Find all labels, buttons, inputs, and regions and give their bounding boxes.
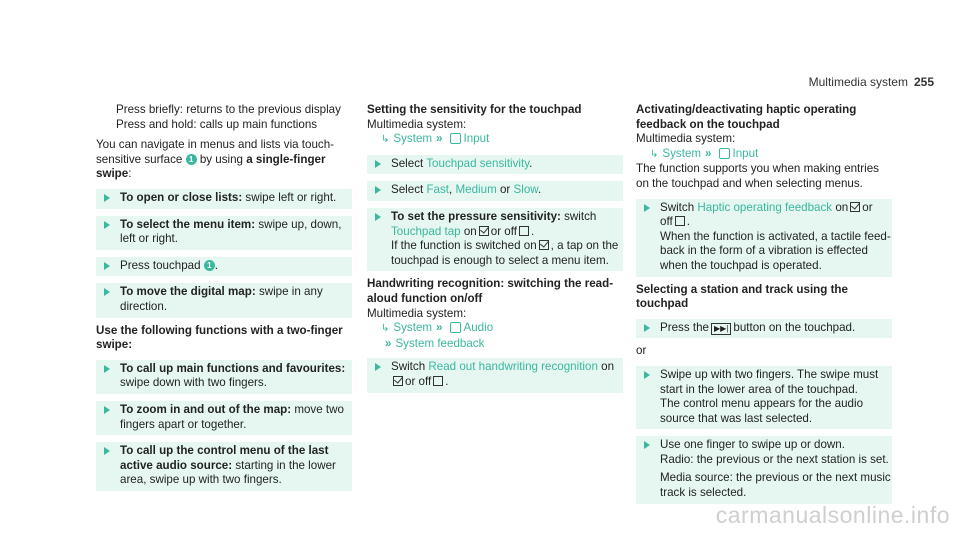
audio-icon (450, 322, 461, 333)
step-note-2: , a tap on the touchpad is enough to select a menu item. (391, 239, 619, 267)
step-zoom-map (96, 401, 352, 435)
step-arrow-icon (104, 262, 110, 270)
read-out-link: Read out handwriting recognition (428, 360, 598, 374)
option-medium: Medium (455, 183, 497, 197)
step-arrow-icon (375, 363, 381, 371)
step-one-finger-swipe (636, 436, 892, 503)
step-main-functions (96, 360, 352, 394)
checkbox-empty-icon (433, 376, 443, 386)
step-bold: To set the pressure sensitivity: (391, 209, 561, 223)
step-select-menu-item (96, 216, 352, 250)
step-text: Swipe up with two fingers. The swipe must start in the lower area of the touchpad. (660, 367, 879, 396)
step-note: When the function is activated, a tactile feed-back in the form of a vibration is effected when the touchpad is operated. (660, 229, 891, 272)
step-open-close-lists (96, 189, 352, 209)
path-arrow-icon: ↳ (381, 323, 390, 335)
checkbox-checked-icon (393, 376, 403, 386)
step-bold: To select the menu item: (120, 217, 256, 231)
or-text: or (636, 344, 647, 358)
touchpad-tap-link: Touchpad tap (391, 224, 461, 238)
or-off-text: or off (405, 374, 432, 388)
ms-label-2: Multimedia system: (367, 306, 467, 320)
path-arrow-icon: ↳ (650, 148, 659, 160)
double-chevron-icon: » (436, 132, 443, 146)
step-end: . (445, 374, 449, 388)
menu-path-2 (367, 321, 623, 337)
path-arrow-icon: ↳ (381, 134, 390, 146)
step-text: Switch (660, 200, 695, 214)
comma: , (449, 183, 453, 197)
step-text: Use one finger to swipe up or down. (660, 438, 845, 452)
step-arrow-icon (104, 406, 110, 414)
intro-text-b: by using (199, 152, 244, 166)
double-chevron-icon: » (436, 321, 443, 335)
step-press-touchpad (96, 257, 352, 277)
skip-forward-icon: ▶▶| (711, 323, 731, 335)
path-system-feedback: System feedback (395, 336, 485, 350)
path-audio: Audio (463, 321, 494, 335)
path-input: Input (732, 146, 759, 160)
ms-label: Multimedia system: (636, 132, 736, 146)
haptic-heading: Activating/deactivating haptic operating feedback on the touchpad (636, 103, 857, 131)
path-system: System (393, 321, 433, 335)
step-control-menu (96, 442, 352, 491)
step-end: . (530, 224, 535, 238)
step-arrow-icon (644, 204, 650, 212)
touchpad-icon (450, 133, 461, 144)
press-hold-text: Press and hold: calls up main functions (116, 117, 318, 131)
sensitivity-heading: Setting the sensitivity for the touchpad (367, 103, 582, 116)
intro-text: You can navigate in menus and lists via touch-sensitive surface (96, 138, 335, 166)
step-text: starting in the lower area, swipe up with two fingers. (120, 458, 336, 487)
step-text: switch (564, 209, 597, 223)
header-title: Multimedia system (808, 75, 908, 89)
step-arrow-icon (104, 221, 110, 229)
menu-path-3 (367, 337, 623, 352)
step-two-finger-swipe (636, 366, 892, 429)
off-text: off (660, 215, 673, 229)
haptic-feedback-link: Haptic operating feedback (697, 200, 833, 214)
on-text: on (601, 360, 615, 374)
step-haptic-switch (636, 199, 892, 277)
on-text: on (835, 200, 849, 214)
step-text: Switch (391, 360, 426, 374)
touchpad-sensitivity-link: Touchpad sensitivity (426, 156, 530, 170)
step-arrow-icon (375, 186, 381, 194)
step-note-radio: Radio: the previous or the next station is set. (660, 452, 889, 466)
step-pressure-sensitivity (367, 208, 623, 271)
step-select-sensitivity (367, 155, 623, 175)
step-arrow-icon (644, 441, 650, 449)
step-end: . (538, 183, 542, 197)
page-number: 255 (913, 75, 934, 89)
step-text: Press touchpad (120, 258, 201, 272)
station-track-heading: Selecting a station and track using the touchpad (636, 282, 848, 311)
checkbox-checked-icon (479, 226, 489, 236)
intro-end: : (128, 167, 132, 181)
haptic-description: The function supports you when making entries on the touchpad and when selecting menus. (636, 162, 879, 190)
path-input: Input (463, 132, 490, 146)
or-off-text: or off (490, 224, 517, 238)
watermark: carmanualsonline.info (715, 502, 950, 528)
on-text: on (463, 224, 477, 238)
or-text: or (499, 183, 511, 197)
step-bold: To call up the control menu of the last active audio source: (120, 444, 329, 472)
step-note: If the function is switched on (391, 239, 537, 253)
step-read-out (367, 358, 623, 392)
double-chevron-icon: » (705, 146, 712, 160)
step-press-skip (636, 319, 892, 339)
step-select-speed (367, 181, 623, 201)
step-note-media: Media source: the previous or the next music track is selected. (660, 471, 891, 500)
double-chevron-icon: » (385, 336, 392, 350)
option-fast: Fast (426, 183, 450, 197)
step-arrow-icon (104, 447, 110, 455)
step-text: Select (391, 183, 424, 197)
step-move-map (96, 283, 352, 317)
two-finger-heading: Use the following functions with a two-finger swipe: (96, 323, 343, 352)
page-header (809, 75, 934, 89)
step-bold: To zoom in and out of the map: (120, 402, 292, 416)
step-note: The control menu appears for the audio source that was last selected. (660, 397, 864, 425)
ms-label: Multimedia system: (367, 117, 467, 131)
touchpad-marker-badge: 1 (204, 260, 215, 271)
intro-paragraph (96, 138, 352, 182)
step-end: button on the touchpad. (733, 320, 856, 334)
step-arrow-icon (375, 213, 381, 221)
path-system: System (393, 132, 433, 146)
touchpad-marker-badge: 1 (186, 154, 197, 165)
option-slow: Slow (513, 183, 539, 197)
step-end: . (214, 258, 219, 272)
handwriting-heading: Handwriting recognition: switching the read-aloud function on/off (367, 277, 614, 305)
step-text: swipe down with two fingers. (120, 376, 267, 390)
step-bold: To call up main functions and favourites: (120, 361, 346, 375)
menu-path (367, 132, 623, 148)
checkbox-checked-icon (850, 202, 860, 212)
step-text: swipe left or right. (245, 190, 337, 204)
column-1 (96, 103, 352, 491)
step-bold: To move the digital map: (120, 285, 256, 299)
column-3 (636, 103, 892, 504)
step-end: . (686, 215, 690, 229)
step-end: . (529, 156, 533, 170)
step-text: move two fingers apart or together. (120, 402, 344, 431)
step-arrow-icon (104, 194, 110, 202)
touchpad-icon (719, 148, 730, 159)
or-text: or (862, 200, 873, 214)
press-briefly-text: Press briefly: returns to the previous display (116, 103, 341, 116)
intro-bold: a single-finger swipe (96, 152, 326, 181)
menu-path (636, 147, 892, 163)
column-2 (367, 103, 623, 393)
checkbox-checked-icon (539, 240, 549, 250)
step-text: swipe in any direction. (120, 285, 323, 313)
checkbox-empty-icon (675, 216, 685, 226)
step-arrow-icon (104, 288, 110, 296)
step-bold: To open or close lists: (120, 190, 243, 204)
step-arrow-icon (104, 365, 110, 373)
step-arrow-icon (644, 371, 650, 379)
path-system: System (662, 146, 702, 160)
checkbox-empty-icon (519, 226, 529, 236)
step-arrow-icon (644, 324, 650, 332)
step-text: Select (391, 156, 424, 170)
step-text: swipe up, down, left or right. (120, 217, 342, 246)
step-arrow-icon (375, 160, 381, 168)
step-text: Press the (660, 320, 709, 334)
